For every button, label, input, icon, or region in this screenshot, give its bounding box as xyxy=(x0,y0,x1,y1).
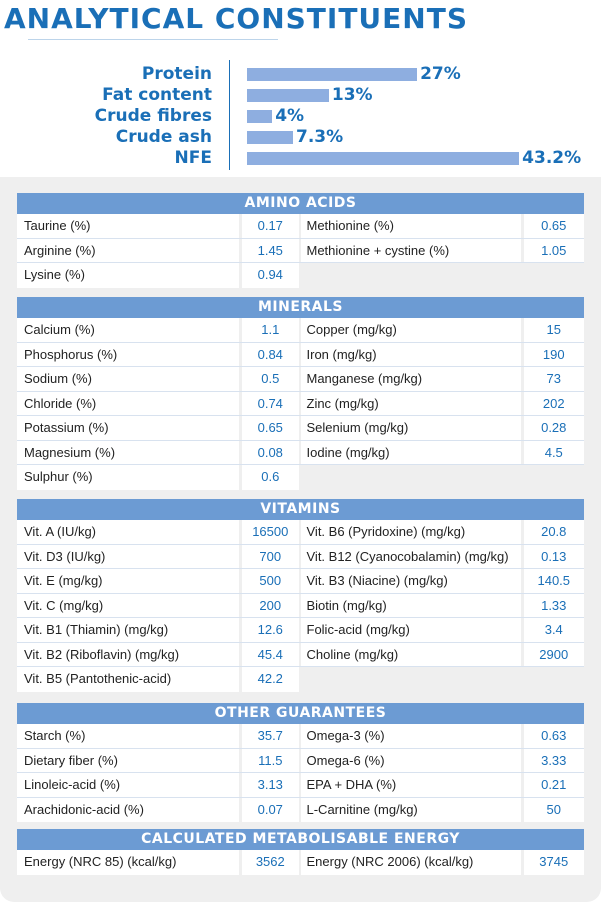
nutrient-label: Vit. B2 (Riboflavin) (mg/kg) xyxy=(17,643,239,667)
section-header: OTHER GUARANTEES xyxy=(17,703,584,724)
table-row xyxy=(17,343,584,368)
section-header: AMINO ACIDS xyxy=(17,193,584,214)
nutrient-value: 0.74 xyxy=(242,392,298,416)
nutrient-label: Starch (%) xyxy=(17,724,239,748)
bar xyxy=(247,152,519,165)
nutrient-value: 2900 xyxy=(524,643,584,667)
title-underline xyxy=(28,39,278,40)
bar-label: Crude ash xyxy=(115,127,212,147)
nutrient-value: 0.84 xyxy=(242,343,298,367)
nutrient-value: 0.5 xyxy=(242,367,298,391)
constituents-bar-chart xyxy=(0,42,601,177)
table-row xyxy=(17,798,584,823)
nutrient-value: 45.4 xyxy=(242,643,298,667)
nutrient-label: Methionine (%) xyxy=(301,214,521,238)
nutrient-value: 140.5 xyxy=(524,569,584,593)
nutrient-label: Choline (mg/kg) xyxy=(301,643,521,667)
table-row xyxy=(17,773,584,798)
section-calculated-metabolisable-energy xyxy=(17,829,584,875)
empty-cell xyxy=(301,263,521,288)
empty-cell xyxy=(301,667,521,692)
table-row xyxy=(17,618,584,643)
table-row xyxy=(17,318,584,343)
nutrient-label: Manganese (mg/kg) xyxy=(301,367,521,391)
nutrient-label: Iodine (mg/kg) xyxy=(301,441,521,465)
bar-label: Fat content xyxy=(102,85,212,105)
table-row xyxy=(17,441,584,466)
nutrient-value: 200 xyxy=(242,594,298,618)
nutrient-label: Arginine (%) xyxy=(17,239,239,263)
section-minerals xyxy=(17,297,584,490)
nutrient-value: 3.13 xyxy=(242,773,298,797)
bar-label: Protein xyxy=(141,64,212,84)
nutrient-label: Sodium (%) xyxy=(17,367,239,391)
nutrient-value: 700 xyxy=(242,545,298,569)
nutrient-label: Omega-6 (%) xyxy=(301,749,521,773)
table-row xyxy=(17,465,584,490)
title-area xyxy=(0,0,601,42)
nutrient-label: Iron (mg/kg) xyxy=(301,343,521,367)
nutrient-value: 3562 xyxy=(242,850,298,875)
table-row xyxy=(17,667,584,692)
bar-value-label: 4% xyxy=(275,106,305,126)
table-row xyxy=(17,569,584,594)
bar xyxy=(247,131,293,144)
empty-cell xyxy=(524,667,584,692)
nutrient-label: Omega-3 (%) xyxy=(301,724,521,748)
nutrient-label: Calcium (%) xyxy=(17,318,239,342)
section-header: MINERALS xyxy=(17,297,584,318)
nutrient-value: 16500 xyxy=(242,520,298,544)
nutrient-value: 50 xyxy=(524,798,584,823)
nutrient-label: Energy (NRC 2006) (kcal/kg) xyxy=(301,850,521,875)
nutrient-label: Vit. D3 (IU/kg) xyxy=(17,545,239,569)
nutrient-value: 3.4 xyxy=(524,618,584,642)
nutrient-value: 73 xyxy=(524,367,584,391)
nutrient-value: 4.5 xyxy=(524,441,584,465)
nutrient-value: 1.33 xyxy=(524,594,584,618)
nutrient-value: 1.45 xyxy=(242,239,298,263)
table-row xyxy=(17,263,584,288)
nutrient-value: 15 xyxy=(524,318,584,342)
nutrient-value: 3745 xyxy=(524,850,584,875)
nutrient-label: Folic-acid (mg/kg) xyxy=(301,618,521,642)
nutrient-value: 0.08 xyxy=(242,441,298,465)
nutrient-value: 0.17 xyxy=(242,214,298,238)
nutrient-value: 0.21 xyxy=(524,773,584,797)
nutrient-label: Lysine (%) xyxy=(17,263,239,288)
nutrient-label: Methionine + cystine (%) xyxy=(301,239,521,263)
nutrient-value: 12.6 xyxy=(242,618,298,642)
table-row xyxy=(17,214,584,239)
nutrient-value: 500 xyxy=(242,569,298,593)
nutrient-label: EPA + DHA (%) xyxy=(301,773,521,797)
bar xyxy=(247,68,417,81)
bar-label: Crude fibres xyxy=(94,106,212,126)
empty-cell xyxy=(524,263,584,288)
section-header: VITAMINS xyxy=(17,499,584,520)
nutrient-value: 0.94 xyxy=(242,263,298,288)
nutrient-value: 0.28 xyxy=(524,416,584,440)
nutrient-label: Copper (mg/kg) xyxy=(301,318,521,342)
section-header: CALCULATED METABOLISABLE ENERGY xyxy=(17,829,584,850)
nutrient-label: Vit. E (mg/kg) xyxy=(17,569,239,593)
empty-cell xyxy=(524,465,584,490)
nutrient-label: Vit. B12 (Cyanocobalamin) (mg/kg) xyxy=(301,545,521,569)
nutrient-value: 1.1 xyxy=(242,318,298,342)
table-row xyxy=(17,239,584,264)
nutrient-value: 0.63 xyxy=(524,724,584,748)
nutrient-value: 0.13 xyxy=(524,545,584,569)
nutrient-label: Dietary fiber (%) xyxy=(17,749,239,773)
nutrient-label: L-Carnitine (mg/kg) xyxy=(301,798,521,823)
table-row xyxy=(17,392,584,417)
nutrient-label: Vit. A (IU/kg) xyxy=(17,520,239,544)
section-amino-acids xyxy=(17,193,584,288)
nutrient-label: Vit. C (mg/kg) xyxy=(17,594,239,618)
nutrient-label: Vit. B3 (Niacine) (mg/kg) xyxy=(301,569,521,593)
bar-value-label: 27% xyxy=(420,64,461,84)
bar-value-label: 7.3% xyxy=(295,127,344,147)
bar-label: NFE xyxy=(174,148,212,168)
nutrient-label: Energy (NRC 85) (kcal/kg) xyxy=(17,850,239,875)
nutrient-value: 0.6 xyxy=(242,465,298,490)
nutrient-label: Vit. B5 (Pantothenic-acid) xyxy=(17,667,239,692)
section-other-guarantees xyxy=(17,703,584,822)
table-row xyxy=(17,850,584,875)
nutrient-value: 3.33 xyxy=(524,749,584,773)
page-title: ANALYTICAL CONSTITUENTS xyxy=(4,2,468,35)
table-row xyxy=(17,520,584,545)
nutrient-label: Phosphorus (%) xyxy=(17,343,239,367)
nutrient-label: Taurine (%) xyxy=(17,214,239,238)
nutrient-label: Vit. B1 (Thiamin) (mg/kg) xyxy=(17,618,239,642)
bar-axis-line xyxy=(229,60,230,170)
nutrient-value: 0.07 xyxy=(242,798,298,823)
nutrient-label: Vit. B6 (Pyridoxine) (mg/kg) xyxy=(301,520,521,544)
table-row xyxy=(17,749,584,774)
bar-value-label: 13% xyxy=(331,85,373,105)
nutrient-value: 190 xyxy=(524,343,584,367)
table-row xyxy=(17,545,584,570)
table-row xyxy=(17,643,584,668)
nutrient-value: 20.8 xyxy=(524,520,584,544)
nutrient-value: 202 xyxy=(524,392,584,416)
nutrient-label: Zinc (mg/kg) xyxy=(301,392,521,416)
nutrient-label: Magnesium (%) xyxy=(17,441,239,465)
nutrient-label: Selenium (mg/kg) xyxy=(301,416,521,440)
bar-value-label: 43.2% xyxy=(522,148,582,168)
nutrient-value: 0.65 xyxy=(524,214,584,238)
nutrient-value: 11.5 xyxy=(242,749,298,773)
bar xyxy=(247,89,329,102)
section-vitamins xyxy=(17,499,584,692)
empty-cell xyxy=(301,465,521,490)
table-row xyxy=(17,416,584,441)
nutrient-label: Linoleic-acid (%) xyxy=(17,773,239,797)
table-row xyxy=(17,724,584,749)
nutrient-label: Biotin (mg/kg) xyxy=(301,594,521,618)
nutrient-value: 0.65 xyxy=(242,416,298,440)
nutrient-label: Potassium (%) xyxy=(17,416,239,440)
table-row xyxy=(17,367,584,392)
nutrient-value: 1.05 xyxy=(524,239,584,263)
table-row xyxy=(17,594,584,619)
nutrient-label: Chloride (%) xyxy=(17,392,239,416)
nutrient-label: Sulphur (%) xyxy=(17,465,239,490)
bar-labels xyxy=(0,64,212,169)
nutrient-label: Arachidonic-acid (%) xyxy=(17,798,239,823)
bar xyxy=(247,110,272,123)
nutrient-value: 42.2 xyxy=(242,667,298,692)
nutrient-value: 35.7 xyxy=(242,724,298,748)
